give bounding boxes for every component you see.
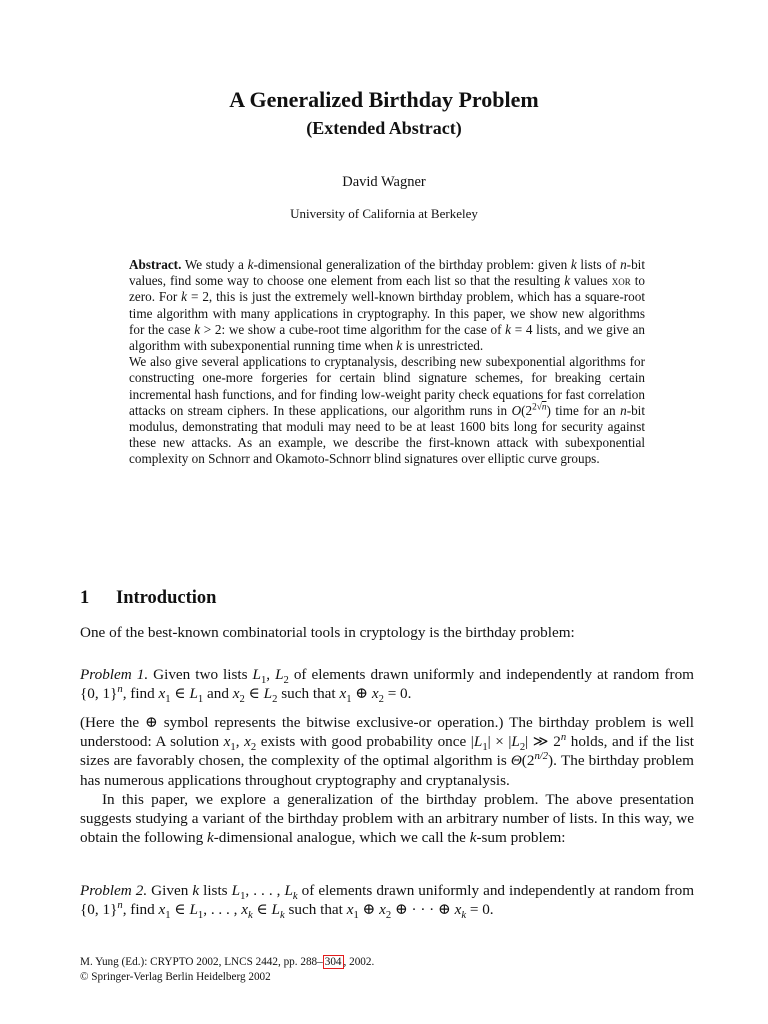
body-text: Given [147, 882, 193, 899]
body-text: Given two lists [148, 666, 253, 683]
page-link[interactable]: 304 [324, 956, 342, 968]
math-var: L [511, 733, 520, 751]
math-superscript: n [117, 684, 123, 696]
body-text: One of the best-known combinatorial tools in cryptology is the birthday problem: [80, 624, 575, 641]
math-var: n [620, 402, 627, 418]
body-text: In this paper, we explore a generalization of the birthday problem. The above presentation suggests studying a variant of the birthday problem with an arbitrary number of lists. In this way, we obtain the following [80, 790, 694, 847]
math-subscript: 2 [519, 742, 526, 754]
body-text: (2 [521, 752, 535, 770]
problem-2-label: Problem 2. [80, 882, 148, 899]
xor-smallcaps: xor [611, 273, 631, 289]
math-subscript: k [247, 910, 253, 922]
body-text: ∈ [170, 685, 190, 703]
birthday-paragraph [80, 713, 694, 790]
body-text: ∈ [252, 901, 272, 919]
body-text: ⊕ [358, 901, 380, 919]
body-text: -sum problem: [476, 829, 566, 847]
paper-subtitle: (Extended Abstract) [306, 118, 462, 138]
abstract-text: We study a [181, 257, 248, 272]
abstract-text: is unrestricted. [402, 338, 484, 354]
abstract-text: > 2: we show a cube-root time algorithm for the case of [200, 321, 506, 337]
body-text: and [203, 685, 233, 703]
math-superscript: n [560, 732, 567, 744]
math-var: L [231, 882, 241, 899]
body-text: ⊕ [351, 685, 372, 703]
math-subscript: 1 [197, 694, 204, 706]
body-text: exists with good probability once | [256, 733, 474, 751]
math-subscript: k [461, 910, 467, 922]
math-var: k [570, 257, 577, 272]
math-var: k [396, 338, 403, 354]
math-var: x [454, 901, 462, 919]
intro-paragraph [80, 623, 694, 642]
generalization-paragraph [80, 790, 694, 848]
math-subscript: 1 [240, 891, 246, 903]
math-var: k [181, 289, 188, 305]
abstract-block [129, 257, 645, 468]
math-var: Θ [510, 752, 522, 770]
abstract-text: lists of [576, 257, 621, 272]
body-text: of elements drawn uniformly and independently at random from {0, 1} [80, 882, 695, 919]
body-text: , find [122, 901, 159, 919]
math-var: k [469, 829, 477, 847]
sqrt-symbol: √ [536, 401, 542, 412]
math-var: x [158, 901, 166, 919]
math-var: n [620, 257, 627, 272]
body-text: such that [277, 685, 340, 703]
math-var: k [192, 882, 200, 899]
math-subscript: 1 [260, 675, 267, 687]
body-text: such that [284, 901, 347, 919]
math-superscript [532, 401, 546, 411]
body-text: (Here the ⊕ symbol represents the bitwise exclusive-or operation.) The birthday problem is well understood: A solution [80, 714, 694, 751]
body-text: = 0. [466, 901, 494, 919]
body-text: holds, and if the list sizes are favorably chosen, the complexity of the optimal algorithm is [80, 733, 695, 770]
abstract-text: time for an [550, 402, 621, 418]
paper-title: A Generalized Birthday Problem [229, 87, 539, 112]
math-var: L [263, 685, 273, 703]
math-var: x [232, 685, 240, 703]
abstract-text: -bit modulus, demonstrating that moduli may need to be at least 1600 bits long for security against these new attacks. As an example, we describe the first-known attack with subexponential complexity on Schnorr and Okamoto-Schnorr blind signatures over elliptic curve groups. [129, 402, 646, 467]
body-text: , find [122, 685, 159, 703]
citation-text: , 2002. [343, 956, 375, 968]
problem-1-label: Problem 1. [80, 666, 149, 683]
body-text: ∈ [170, 901, 190, 919]
body-text: ∈ [244, 685, 264, 703]
math-var: k [194, 321, 201, 337]
math-var: k [505, 321, 512, 337]
section-number: 1 [80, 588, 90, 608]
body-text: of elements drawn uniformly and independently at random from {0, 1} [80, 666, 694, 703]
math-var: L [284, 882, 293, 899]
copyright-line: © Springer-Verlag Berlin Heidelberg 2002 [80, 970, 271, 983]
math-expr: 2 [532, 401, 537, 412]
problem-1-block [80, 665, 694, 706]
math-var: L [275, 666, 284, 683]
math-subscript: 2 [250, 742, 257, 754]
birthday-discussion [80, 713, 694, 847]
math-subscript: 1 [230, 742, 236, 754]
abstract-text: = 4 lists, and we give an algorithm with subexponential running time when [129, 321, 645, 354]
math-subscript: 1 [165, 694, 171, 706]
body-text: -dimensional analogue, which we call the [213, 829, 470, 847]
body-text: ). The birthday problem has numerous applications throughout cryptography and cryptanalysis. [80, 752, 694, 789]
math-var: x [379, 901, 386, 919]
math-var: L [473, 733, 483, 751]
abstract-text: to zero. For [129, 273, 645, 305]
body-text: | ≫ 2 [525, 733, 561, 751]
math-var: O [511, 402, 522, 418]
math-subscript: k [279, 910, 285, 922]
body-text: , [235, 733, 245, 751]
math-var: x [158, 685, 166, 703]
problem-2-block [80, 881, 695, 922]
abstract-text: values [570, 273, 612, 289]
math-var: k [206, 829, 214, 847]
math-var: k [564, 273, 571, 289]
math-subscript: 1 [482, 742, 488, 754]
abstract-text: We also give several applications to cryptanalysis, describing new subexponential algorithms for constructing one-more forgeries for certain blind signature schemes, for breaking certain incremental hash functions, and for finding low-weight parity check equations for fast correlation attacks on stream ciphers. In these applications, our algorithm runs in [129, 354, 645, 418]
author-name: David Wagner [342, 174, 426, 190]
math-subscript: 1 [197, 910, 204, 922]
body-text: , . . . , [245, 882, 285, 899]
body-text: = 0. [383, 685, 412, 703]
abstract-label: Abstract. [129, 257, 182, 272]
body-text: lists [199, 882, 232, 899]
math-superscript: n [117, 900, 123, 912]
copyright-footer [80, 955, 374, 984]
math-subscript: 2 [385, 910, 392, 922]
math-var: x [223, 733, 231, 751]
math-subscript: k [292, 891, 298, 903]
problem-1-text [80, 665, 694, 706]
math-var: x [244, 733, 251, 751]
section-heading-introduction [80, 586, 216, 610]
body-text: · · · ⊕ [411, 901, 455, 919]
math-var: x [339, 685, 347, 703]
math-superscript: n/2 [534, 751, 549, 763]
math-var: L [271, 901, 280, 919]
abstract-paragraph-1 [129, 257, 645, 354]
math-subscript: 2 [378, 694, 384, 706]
math-subscript: 1 [165, 910, 171, 922]
math-expr: (2 [521, 402, 533, 418]
abstract-text: -dimensional generalization of the birthday problem: given [253, 257, 571, 272]
math-subscript: 1 [353, 910, 359, 922]
math-expr: ) [546, 402, 551, 418]
math-var: L [189, 685, 198, 703]
abstract-text: = 2, this is just the extremely well-known birthday problem, which has a square-root time algorithm with many applications in cryptography. In this paper, we show new algorithms for the case [129, 289, 645, 337]
math-subscript: 2 [239, 694, 245, 706]
math-subscript: 1 [346, 694, 352, 706]
abstract-text: -bit values, find some way to choose one element from each list so that the resulting [129, 257, 645, 289]
body-text: , . . . , [203, 901, 242, 919]
citation-line [80, 955, 374, 970]
math-var: x [241, 901, 248, 919]
math-subscript: 2 [283, 675, 289, 687]
math-var: L [252, 666, 261, 683]
math-subscript: 2 [272, 694, 278, 706]
math-var: n [541, 401, 547, 412]
math-var: L [189, 901, 198, 919]
author-affiliation: University of California at Berkeley [290, 206, 478, 221]
body-text: | × | [487, 733, 512, 751]
problem-2-text [80, 881, 695, 922]
section-title: Introduction [116, 588, 217, 608]
abstract-paragraph-2 [129, 354, 645, 467]
math-var: x [371, 685, 379, 703]
citation-text: M. Yung (Ed.): CRYPTO 2002, LNCS 2442, pp. 288– [80, 956, 323, 968]
body-text: , [266, 666, 276, 683]
math-var: k [247, 257, 254, 272]
math-var: x [346, 901, 354, 919]
body-text: ⊕ [391, 901, 412, 919]
